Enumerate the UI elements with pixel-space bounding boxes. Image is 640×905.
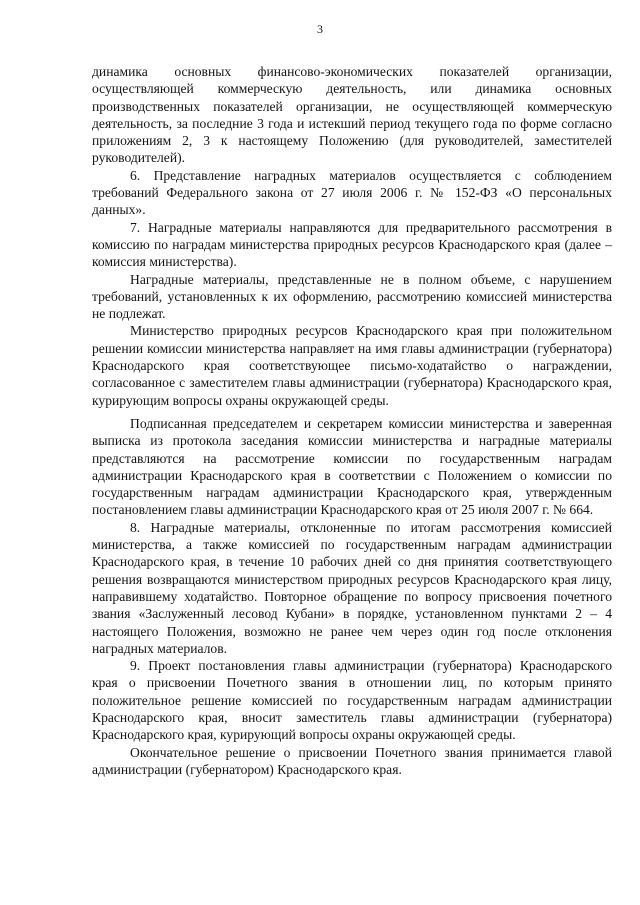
paragraph-7-commission-review: 7. Наградные материалы направляются для предварительного рассмотрения в комиссию по наградам министерства природных ресурсов Краснодарского края (далее – комиссия министерства). (92, 219, 612, 270)
paragraph-final-decision: Окончательное решение о присвоении Почетного звания принимается главой администрации (губернатором) Краснодарского края. (92, 744, 612, 777)
paragraph-incomplete-materials: Наградные материалы, представленные не в полном объеме, с нарушением требований, установленных к их оформлению, рассмотрению комиссией министерства не подлежат. (92, 271, 612, 322)
paragraph-9-resolution-draft: 9. Проект постановления главы администрации (губернатора) Краснодарского края о присвоении Почетного звания в отношении лиц, по которым принято положительное решение комиссией по государственным наградам администрации Краснодарского края, вносит заместитель главы администрации (губернатора) Краснодарского края, курирующий вопросы охраны окружающей среды. (92, 658, 612, 743)
paragraph-6-personal-data: 6. Представление наградных материалов осуществляется с соблюдением требований Федерального закона от 27 июля 2006 г. № 152-ФЗ «О персональных данных». (92, 167, 612, 218)
paragraph-protocol-extract: Подписанная председателем и секретарем комиссии министерства и заверенная выписка из протокола заседания комиссии министерства и наградные материалы представляются на рассмотрение комиссии по государственным наградам администрации Краснодарского края в соответствии с Положением о комиссии по государственным наградам администрации Краснодарского края, утвержденным постановлением главы администрации Краснодарского края от 25 июля 2007 г. № 664. (92, 415, 612, 518)
paragraph-8-rejected-materials: 8. Наградные материалы, отклоненные по итогам рассмотрения комиссией министерства, а также комиссией по государственным наградам администрации Краснодарского края, в течение 10 рабочих дней со дня принятия соответствующего решения возвращаются министерством природных ресурсов Краснодарского края лицу, направившему ходатайство. Повторное обращение по вопросу присвоения почетного звания «Заслуженный лесовод Кубани» в порядке, установленном пунктами 2 – 4 настоящего Положения, возможно не ранее чем через один год после отклонения наградных материалов. (92, 519, 612, 656)
paragraph-ministry-petition: Министерство природных ресурсов Краснодарского края при положительном решении комиссии министерства направляет на имя главы администрации (губернатора) Краснодарского края соответствующее письмо-ходатайство о награждении, согласованное с заместителем главы администрации (губернатора) Краснодарского края, курирующим вопросы охраны окружающей среды. (92, 323, 612, 408)
document-body (92, 63, 612, 778)
page-number: 3 (317, 22, 323, 36)
paragraph-financial-indicators: динамика основных финансово-экономических показателей организации, осуществляющей коммерческую деятельность, или динамика основных производственных показателей организации, не осуществляющей коммерческую деятельность, за последние 3 года и истекший период текущего года по форме согласно приложениям 2, 3 к настоящему Положению (для руководителей, заместителей руководителей). (92, 64, 612, 166)
